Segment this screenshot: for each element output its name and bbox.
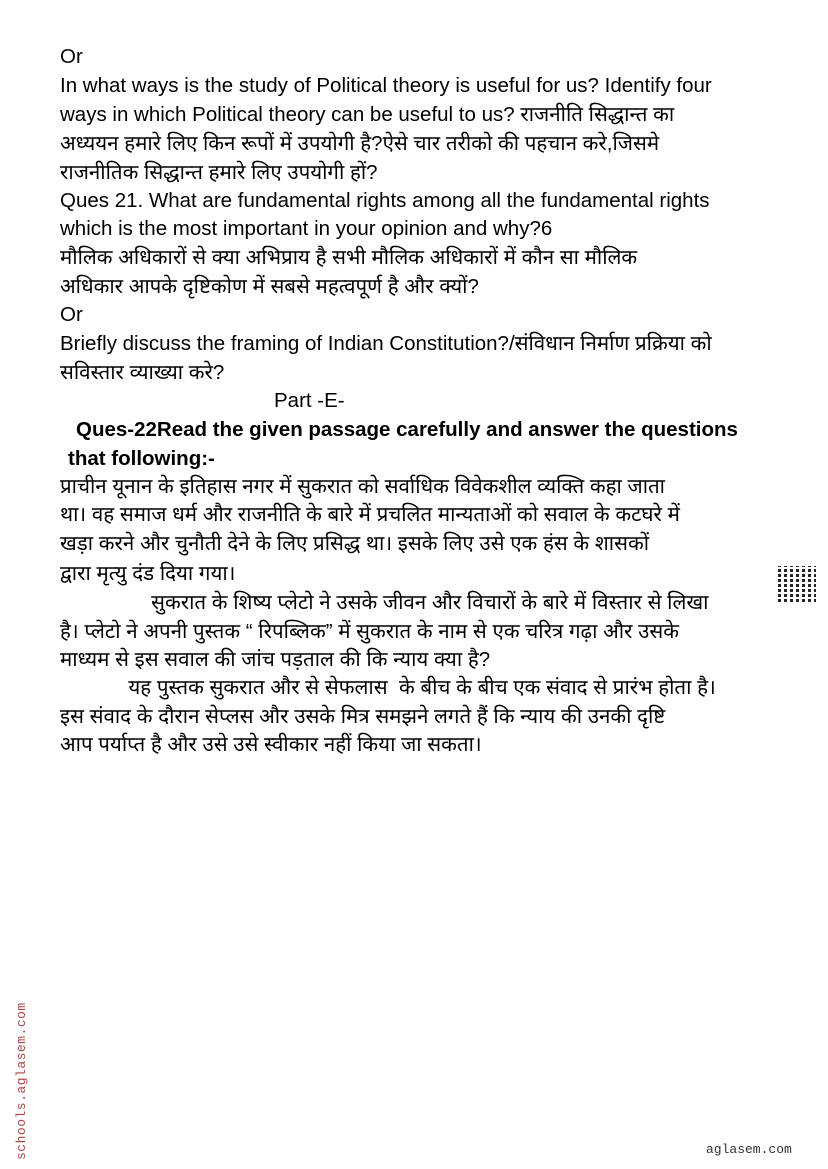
footer-watermark: aglasem.com: [706, 1142, 792, 1157]
passage-line: सुकरात के शिष्य प्लेटो ने उसके जीवन और विचारों के बारे में विस्तार से लिखा: [60, 591, 709, 614]
passage-line: है। प्लेटो ने अपनी पुस्तक “ रिपब्लिक” में सुकरात के नाम से एक चरित्र गढ़ा और उसके: [60, 620, 679, 643]
question-21-hindi-line: मौलिक अधिकारों से क्या अभिप्राय है सभी मौलिक अधिकारों में कौन सा मौलिक: [60, 246, 638, 269]
passage-line: द्वारा मृत्यु दंड दिया गया।: [60, 562, 236, 585]
question-22-heading: that following:-: [68, 447, 215, 470]
question-21-line: which is the most important in your opinion and why?6: [60, 217, 553, 240]
question-22-heading: Ques-22Read the given passage carefully and answer the questions: [76, 418, 738, 441]
passage-line: आप पर्याप्त है और उसे उसे स्वीकार नहीं किया जा सकता।: [60, 733, 482, 756]
passage-line: इस संवाद के दौरान सेप्लस और उसके मित्र समझने लगते हैं कि न्याय की उनकी दृष्टि: [60, 705, 666, 728]
question-text-line: Briefly discuss the framing of Indian Constitution?/संविधान निर्माण प्रक्रिया को: [60, 332, 712, 355]
passage-line: प्राचीन यूनान के इतिहास नगर में सुकरात को सर्वाधिक विवेकशील व्यक्ति कहा जाता: [60, 475, 665, 498]
or-label-2: Or: [60, 303, 83, 326]
question-21-line: Ques 21. What are fundamental rights among all the fundamental rights: [60, 189, 710, 212]
passage-line: खड़ा करने और चुनौती देने के लिए प्रसिद्ध था। इसके लिए उसे एक हंस के शासकों: [60, 532, 650, 555]
passage-line: यह पुस्तक सुकरात और से सेफलास के बीच के बीच एक संवाद से प्रारंभ होता है।: [60, 676, 716, 699]
question-text-line: सविस्तार व्याख्या करे?: [60, 361, 225, 384]
question-21-hindi-line: अधिकार आपके दृष्टिकोण में सबसे महत्वपूर्ण है और क्यों?: [60, 275, 479, 298]
question-text-line: अध्ययन हमारे लिए किन रूपों में उपयोगी है?ऐसे चार तरीको की पहचान करे,जिसमे: [60, 132, 660, 155]
question-text-line: राजनीतिक सिद्धान्त हमारे लिए उपयोगी हों?: [60, 161, 378, 184]
or-label-1: Or: [60, 45, 83, 68]
passage-line: था। वह समाज धर्म और राजनीति के बारे में प्रचलित मान्यताओं को सवाल के कटघरे में: [60, 503, 680, 526]
side-watermark: schools.aglasem.com: [14, 1002, 29, 1160]
part-heading: Part -E-: [274, 389, 345, 412]
passage-line: माध्यम से इस सवाल की जांच पड़ताल की कि न्याय क्या है?: [60, 648, 491, 671]
question-text-line: ways in which Political theory can be useful to us? राजनीति सिद्धान्त का: [60, 103, 675, 126]
question-text-line: In what ways is the study of Political theory is useful for us? Identify four: [60, 74, 712, 97]
qr-code-icon: [778, 566, 816, 604]
